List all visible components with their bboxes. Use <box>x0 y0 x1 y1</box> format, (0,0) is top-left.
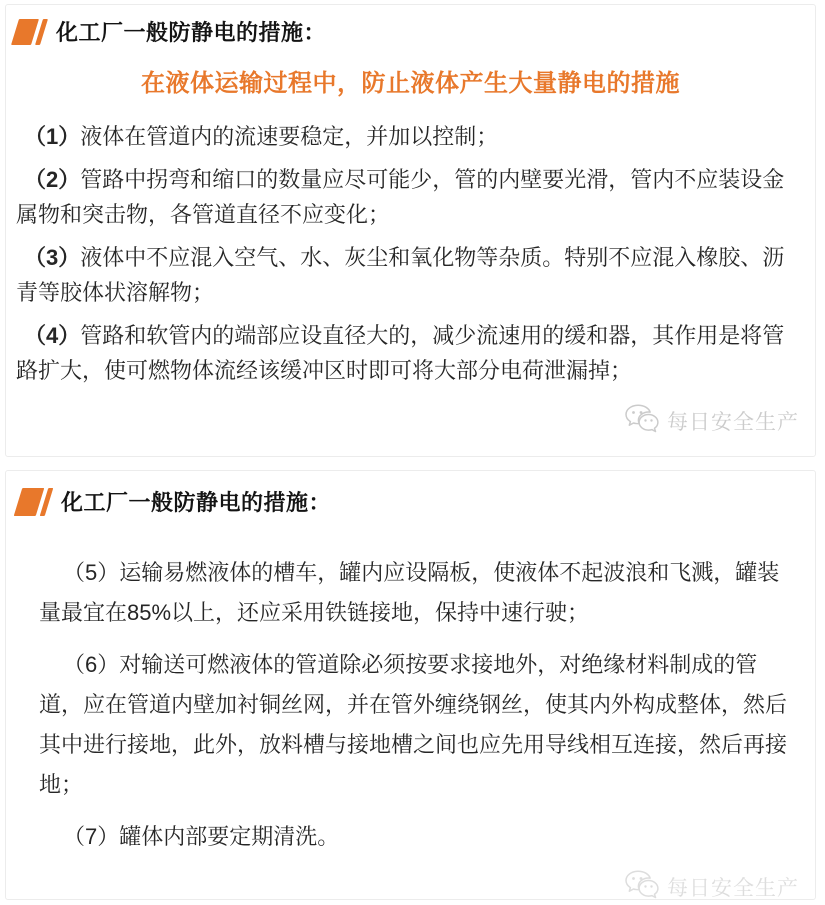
paragraph-list <box>6 553 815 857</box>
item-number: （6） <box>63 652 120 677</box>
item-text: 运输易燃液体的槽车，罐内应设隔板，使液体不起波浪和飞溅，罐装量最宜在85%以上，还应采用铁链接地，保持中速行驶； <box>39 560 780 625</box>
item-number: （2） <box>24 167 81 192</box>
item-text: 液体中不应混入空气、水、灰尘和氧化物等杂质。特别不应混入橡胶、沥青等胶体状溶解物； <box>16 245 785 305</box>
watermark-label: 每日安全生产 <box>667 411 799 434</box>
watermark-label: 每日安全生产 <box>667 877 799 900</box>
wechat-bubbles-icon <box>624 869 660 905</box>
card-header <box>18 486 815 517</box>
paragraph-item-7 <box>39 817 793 857</box>
watermark <box>624 403 799 439</box>
card-header <box>15 16 815 47</box>
orange-slash-icon <box>18 488 49 516</box>
item-number: （4） <box>24 323 81 348</box>
item-number: （5） <box>63 560 120 585</box>
section-subtitle: 在液体运输过程中，防止液体产生大量静电的措施 <box>141 70 680 97</box>
item-text: 对输送可燃液体的管道除必须按要求接地外，对绝缘材料制成的管道，应在管道内壁加衬铜丝网，并在管外缠绕钢丝，使其内外构成整体，然后其中进行接地，此外，放料槽与接地槽之间也应先用导线相互连接，然后再接地； <box>39 652 788 797</box>
item-text: 罐体内部要定期清洗。 <box>119 824 340 849</box>
measures-card-2 <box>5 470 816 900</box>
item-text: 管路和软管内的端部应设直径大的，减少流速用的缓和器，其作用是将管路扩大，使可燃物体流经该缓冲区时即可将大部分电荷泄漏掉； <box>16 323 785 383</box>
orange-slash-icon <box>15 19 44 45</box>
paragraph-item-3 <box>16 240 801 310</box>
paragraph-item-1 <box>16 119 801 154</box>
card-title: 化工厂一般防静电的措施： <box>56 20 327 45</box>
paragraph-item-5 <box>39 553 793 633</box>
wechat-bubbles-icon <box>624 403 660 439</box>
paragraph-list <box>6 119 815 388</box>
watermark-partial <box>624 869 799 905</box>
paragraph-item-4 <box>16 318 801 388</box>
paragraph-item-2 <box>16 162 801 232</box>
item-text: 管路中拐弯和缩口的数量应尽可能少，管的内壁要光滑，管内不应装设金属物和突击物，各管道直径不应变化； <box>16 167 785 227</box>
card-title: 化工厂一般防静电的措施： <box>61 490 332 515</box>
item-number: （3） <box>24 245 81 270</box>
measures-card-1 <box>5 4 816 457</box>
item-text: 液体在管道内的流速要稳定，并加以控制； <box>80 124 499 149</box>
paragraph-item-6 <box>39 645 793 805</box>
item-number: （1） <box>24 124 81 149</box>
item-number: （7） <box>63 824 120 849</box>
